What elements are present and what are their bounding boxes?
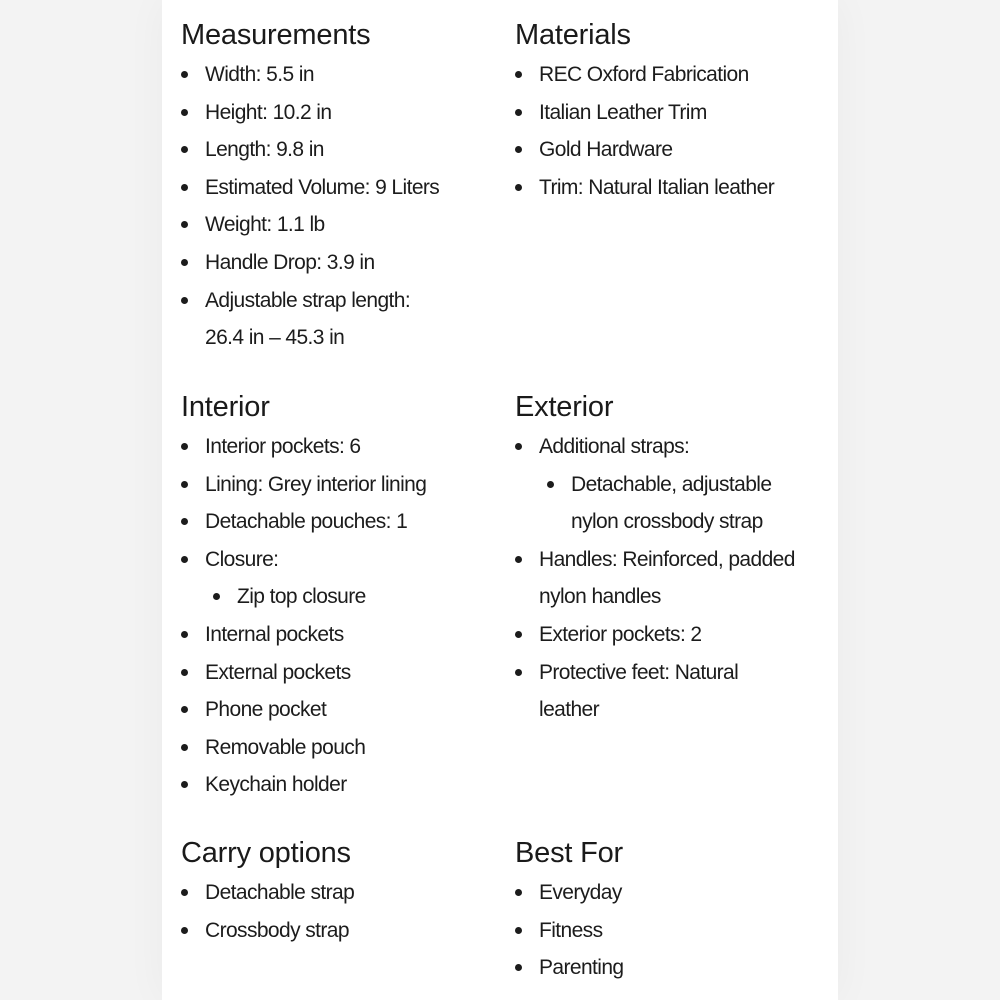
best-for-section bbox=[515, 836, 845, 987]
exterior-section bbox=[515, 390, 845, 729]
list-item: Parenting bbox=[515, 949, 845, 987]
list-item: Keychain holder bbox=[181, 766, 511, 804]
list-item: Detachable pouches: 1 bbox=[181, 503, 511, 541]
list-item: Trim: Natural Italian leather bbox=[515, 169, 845, 207]
list-item: Fitness bbox=[515, 912, 845, 950]
list-item: Italian Leather Trim bbox=[515, 94, 845, 132]
sub-list-item: Detachable, adjustable bbox=[515, 466, 845, 504]
list-item: Length: 9.8 in bbox=[181, 131, 511, 169]
list-item: Handles: Reinforced, padded bbox=[515, 541, 845, 579]
list-item: REC Oxford Fabrication bbox=[515, 56, 845, 94]
list-item: Crossbody strap bbox=[181, 912, 511, 950]
measurements-list bbox=[181, 56, 511, 357]
interior-section bbox=[181, 390, 511, 804]
measurements-section bbox=[181, 18, 511, 357]
list-item-continuation: leather bbox=[539, 698, 600, 722]
list-item: Protective feet: Natural bbox=[515, 654, 845, 692]
measurements-heading: Measurements bbox=[181, 19, 371, 51]
list-item: External pockets bbox=[181, 654, 511, 692]
sub-list-item-continuation: nylon crossbody strap bbox=[571, 510, 763, 534]
carry-options-heading: Carry options bbox=[181, 837, 351, 869]
materials-list bbox=[515, 56, 845, 206]
list-item: Handle Drop: 3.9 in bbox=[181, 244, 511, 282]
exterior-list bbox=[515, 428, 845, 729]
list-item: Height: 10.2 in bbox=[181, 94, 511, 132]
exterior-heading: Exterior bbox=[515, 391, 614, 423]
list-item: Gold Hardware bbox=[515, 131, 845, 169]
list-item: Detachable strap bbox=[181, 874, 511, 912]
list-item: Lining: Grey interior lining bbox=[181, 466, 511, 504]
list-item: Removable pouch bbox=[181, 729, 511, 767]
list-item-continuation: 26.4 in – 45.3 in bbox=[205, 326, 345, 350]
list-item: Phone pocket bbox=[181, 691, 511, 729]
sub-list-item: Zip top closure bbox=[181, 578, 511, 616]
interior-heading: Interior bbox=[181, 391, 270, 423]
list-item: Estimated Volume: 9 Liters bbox=[181, 169, 511, 207]
list-item: Adjustable strap length: bbox=[181, 282, 511, 320]
list-item: Width: 5.5 in bbox=[181, 56, 511, 94]
list-item: Internal pockets bbox=[181, 616, 511, 654]
list-item: Weight: 1.1 lb bbox=[181, 206, 511, 244]
list-item: Interior pockets: 6 bbox=[181, 428, 511, 466]
list-item: Everyday bbox=[515, 874, 845, 912]
carry-options-list bbox=[181, 874, 511, 949]
carry-options-section bbox=[181, 836, 511, 949]
interior-list bbox=[181, 428, 511, 804]
materials-section bbox=[515, 18, 845, 206]
materials-heading: Materials bbox=[515, 19, 631, 51]
list-item: Additional straps: bbox=[515, 428, 845, 466]
list-item: Exterior pockets: 2 bbox=[515, 616, 845, 654]
list-item: Closure: bbox=[181, 541, 511, 579]
best-for-list bbox=[515, 874, 845, 987]
list-item-continuation: nylon handles bbox=[539, 585, 661, 609]
best-for-heading: Best For bbox=[515, 837, 623, 869]
